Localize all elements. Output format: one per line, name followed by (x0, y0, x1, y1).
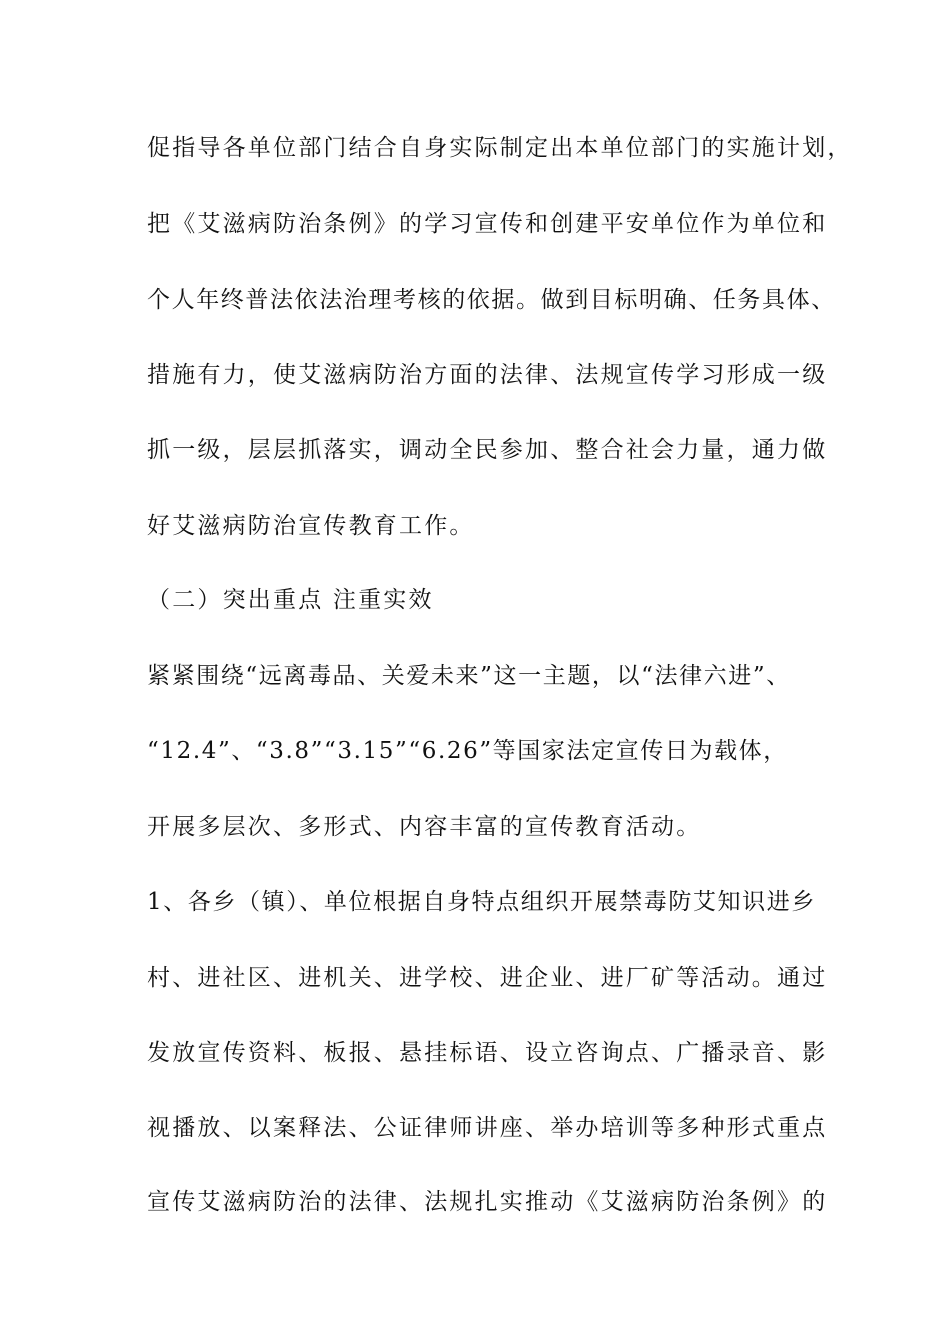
paragraph-line: 抓一级，层层抓落实，调动全民参加、整合社会力量，通力做 (147, 437, 828, 463)
list-item-line: 1、各乡（镇）、单位根据自身特点组织开展禁毒防艾知识进乡 (147, 889, 816, 915)
paragraph-line: “12.4”、“3.8”“3.15”“6.26”等国家法定宣传日为载体， (147, 738, 788, 764)
list-item-line: 视播放、以案释法、公证律师讲座、举办培训等多种形式重点 (147, 1115, 828, 1141)
paragraph-line: 把《艾滋病防治条例》的学习宣传和创建平安单位作为单位和 (147, 211, 828, 237)
paragraph-line: 促指导各单位部门结合自身实际制定出本单位部门的实施计划， (147, 135, 853, 161)
paragraph-line: 开展多层次、多形式、内容丰富的宣传教育活动。 (147, 814, 702, 840)
section-heading: （二）突出重点 注重实效 (147, 587, 434, 613)
paragraph-line: 个人年终普法依法治理考核的依据。做到目标明确、任务具体、 (147, 287, 836, 313)
list-item-line: 村、进社区、进机关、进学校、进企业、进厂矿等活动。通过 (147, 965, 828, 991)
paragraph-line: 紧紧围绕“远离毒品、关爱未来”这一主题，以“法律六进”、 (147, 663, 791, 689)
paragraph-line: 措施有力，使艾滋病防治方面的法律、法规宣传学习形成一级 (147, 362, 828, 388)
paragraph-line: 好艾滋病防治宣传教育工作。 (147, 513, 475, 539)
list-item-line: 发放宣传资料、板报、悬挂标语、设立咨询点、广播录音、影 (147, 1040, 828, 1066)
list-item-line: 宣传艾滋病防治的法律、法规扎实推动《艾滋病防治条例》的 (147, 1189, 828, 1215)
